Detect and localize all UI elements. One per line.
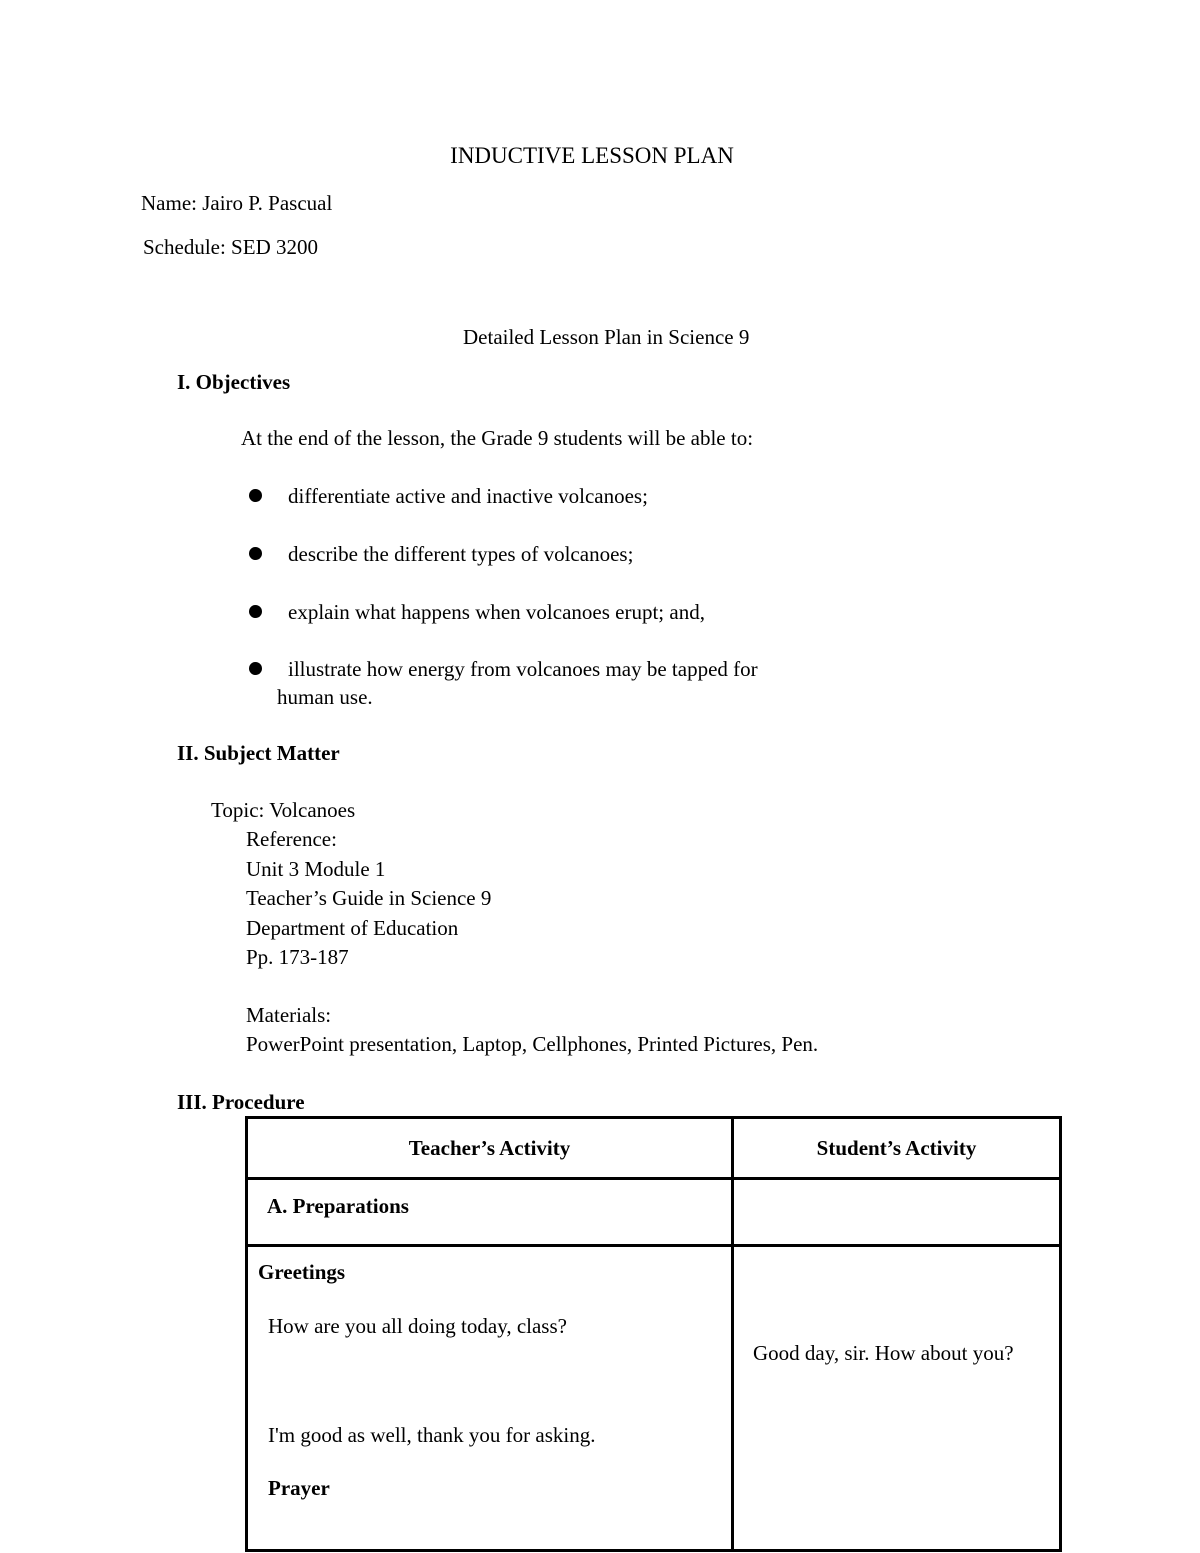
reference-line: Unit 3 Module 1 — [246, 857, 386, 881]
objective-item: illustrate how energy from volcanoes may be tapped for — [288, 657, 758, 681]
table-row — [247, 1179, 1061, 1246]
reference-line: Department of Education — [246, 916, 459, 940]
prayer-heading: Prayer — [268, 1476, 330, 1500]
objective-item: differentiate active and inactive volcanoes; — [288, 484, 648, 508]
bullet-icon — [249, 605, 262, 618]
bullet-icon — [249, 662, 262, 675]
greetings-teacher-cell — [247, 1246, 733, 1551]
lesson-plan-subtitle: Detailed Lesson Plan in Science 9 — [463, 325, 750, 349]
reference-line: Pp. 173-187 — [246, 945, 349, 969]
objective-item-continuation: human use. — [277, 685, 373, 709]
objectives-heading: I. Objectives — [177, 370, 291, 394]
materials-label: Materials: — [246, 1003, 332, 1027]
preparations-cell — [247, 1179, 733, 1246]
greetings-student-cell — [733, 1246, 1061, 1551]
subject-matter-heading: II. Subject Matter — [177, 741, 340, 765]
table-row — [247, 1246, 1061, 1551]
objective-item: describe the different types of volcanoes; — [288, 542, 634, 566]
teacher-greeting-question: How are you all doing today, class? — [268, 1314, 567, 1338]
objectives-intro: At the end of the lesson, the Grade 9 students will be able to: — [241, 426, 754, 450]
materials-list: PowerPoint presentation, Laptop, Cellphones, Printed Pictures, Pen. — [246, 1032, 819, 1056]
document-title: INDUCTIVE LESSON PLAN — [450, 143, 734, 168]
reference-label: Reference: — [246, 827, 337, 851]
bullet-icon — [249, 547, 262, 560]
student-activity-header: Student’s Activity — [733, 1118, 1061, 1179]
name-line: Name: Jairo P. Pascual — [141, 191, 333, 215]
greetings-heading: Greetings — [258, 1260, 346, 1284]
procedure-table — [245, 1116, 1062, 1552]
reference-line: Teacher’s Guide in Science 9 — [246, 886, 492, 910]
preparations-heading: A. Preparations — [267, 1194, 409, 1218]
table-header-row — [247, 1118, 1061, 1179]
procedure-heading: III. Procedure — [177, 1090, 305, 1114]
student-greeting-answer: Good day, sir. How about you? — [753, 1341, 1014, 1365]
schedule-line: Schedule: SED 3200 — [143, 235, 318, 259]
teacher-greeting-reply: I'm good as well, thank you for asking. — [268, 1423, 596, 1447]
teacher-activity-header: Teacher’s Activity — [247, 1118, 733, 1179]
bullet-icon — [249, 489, 262, 502]
preparations-student-cell — [733, 1179, 1061, 1246]
objective-item: explain what happens when volcanoes erupt; and, — [288, 600, 705, 624]
topic-line: Topic: Volcanoes — [211, 798, 356, 822]
